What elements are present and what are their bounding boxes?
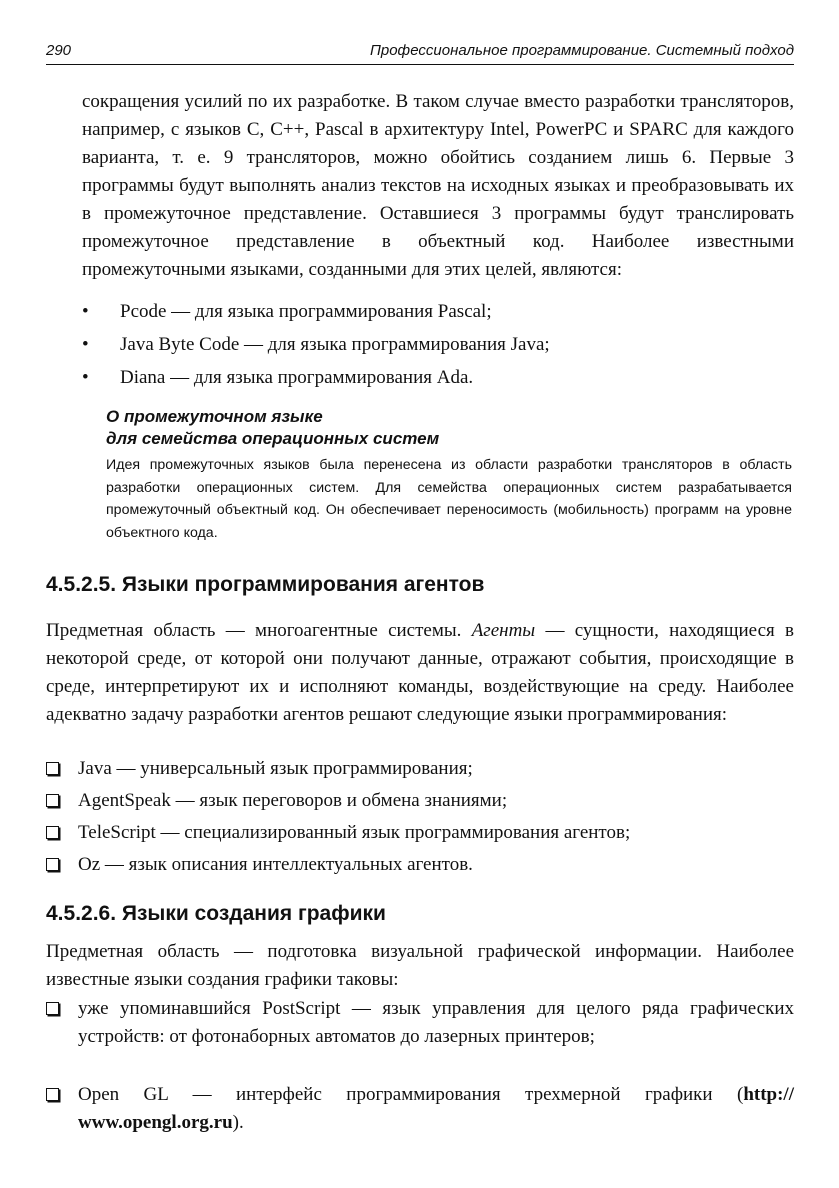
- page-number: 290: [46, 42, 72, 59]
- paragraph-intermediate-languages: сокращения усилий по их разработке. В таком случае вместо разработки трансляторов, например, с языков С, С++, Pascal в архитектуру Intel, PowerPC и SPARC для каждого варианта, т. е. 9 трансляторов, можно обойтись созданием лишь 6. Первые 3 программы будут выполнять анализ текстов на исходных языках и преобразовывать их в промежуточное представление. Оставшиеся 3 программы будут транслировать промежуточное представление в объектный код. Наиболее известными промежуточными языками, созданными для этих целей, являются:: [82, 91, 794, 280]
- list-item: [46, 755, 794, 783]
- opengl-link[interactable]: http:// www.opengl.org.ru: [78, 1084, 794, 1133]
- intro-text: Предметная область — многоагентные системы.: [46, 620, 472, 641]
- bullet-text: Pcode — для языка программирования Pascal;: [120, 301, 492, 322]
- list-item-text: TeleScript — специализированный язык программирования агентов;: [78, 822, 631, 843]
- list-item-text: уже упоминавшийся PostScript — язык управления для целого ряда графических устройств: от фотонаборных автоматов до лазерных принтеров;: [78, 998, 794, 1047]
- list-item: [46, 819, 794, 847]
- list-item: [46, 787, 794, 815]
- bullet-icon: •: [82, 301, 89, 322]
- checkbox-bullet-icon: [46, 762, 59, 775]
- running-title: Профессиональное программирование. Системный подход: [369, 42, 794, 59]
- term-agents: Агенты: [471, 620, 536, 641]
- checkbox-bullet-icon: [46, 826, 59, 839]
- sidebar-title-line2: для семейства операционных систем: [106, 429, 440, 448]
- list-item-text: AgentSpeak — язык переговоров и обмена знаниями;: [78, 790, 508, 811]
- list-item-text: Oz — язык описания интеллектуальных агентов.: [78, 854, 473, 875]
- checkbox-bullet-icon: [46, 1088, 59, 1101]
- list-item-text: Java — универсальный язык программирования;: [78, 758, 473, 779]
- paragraph-agents: [46, 617, 794, 729]
- bullet-text: Diana — для языка программирования Ada.: [120, 367, 474, 388]
- opengl-text-end: ).: [232, 1112, 244, 1133]
- section-heading-graphics: 4.5.2.6. Языки создания графики: [46, 902, 386, 925]
- paragraph-graphics: Предметная область — подготовка визуальной графической информации. Наиболее известные языки создания графики таковы:: [46, 941, 794, 990]
- section-heading-agents: 4.5.2.5. Языки программирования агентов: [46, 573, 485, 596]
- list-item-text: [78, 1081, 794, 1137]
- checkbox-bullet-icon: [46, 794, 59, 807]
- running-header: [46, 40, 794, 65]
- list-item: [46, 995, 794, 1051]
- bullet-icon: •: [82, 367, 89, 388]
- sidebar-title-line1: О промежуточном языке: [106, 407, 323, 426]
- list-item: [46, 851, 794, 879]
- checkbox-bullet-icon: [46, 1002, 59, 1015]
- bullet-text: Java Byte Code — для языка программирования Java;: [120, 334, 550, 355]
- bullet-icon: •: [82, 334, 89, 355]
- list-item: [46, 1081, 794, 1137]
- intro-text-continued: — сущности, находящиеся в некоторой среде, от которой они получают данные, отражают события, происходящие в среде, интерпретируют их и исполняют команды, воздействующие на среду. Наиболее адекватно задачу разработки агентов решают следующие языки программирования:: [46, 620, 794, 725]
- checkbox-bullet-icon: [46, 858, 59, 871]
- sidebar-body: Идея промежуточных языков была перенесена из области разработки трансляторов в область разработки операционных систем. Для семейства операционных систем разрабатывается промежуточный объектный код. Он обеспечивает переносимость (мобильность) программ на уровне объектного кода.: [106, 457, 792, 541]
- opengl-text: Open GL — интерфейс программирования трехмерной графики (: [78, 1084, 744, 1105]
- sidebar-note: [106, 406, 792, 544]
